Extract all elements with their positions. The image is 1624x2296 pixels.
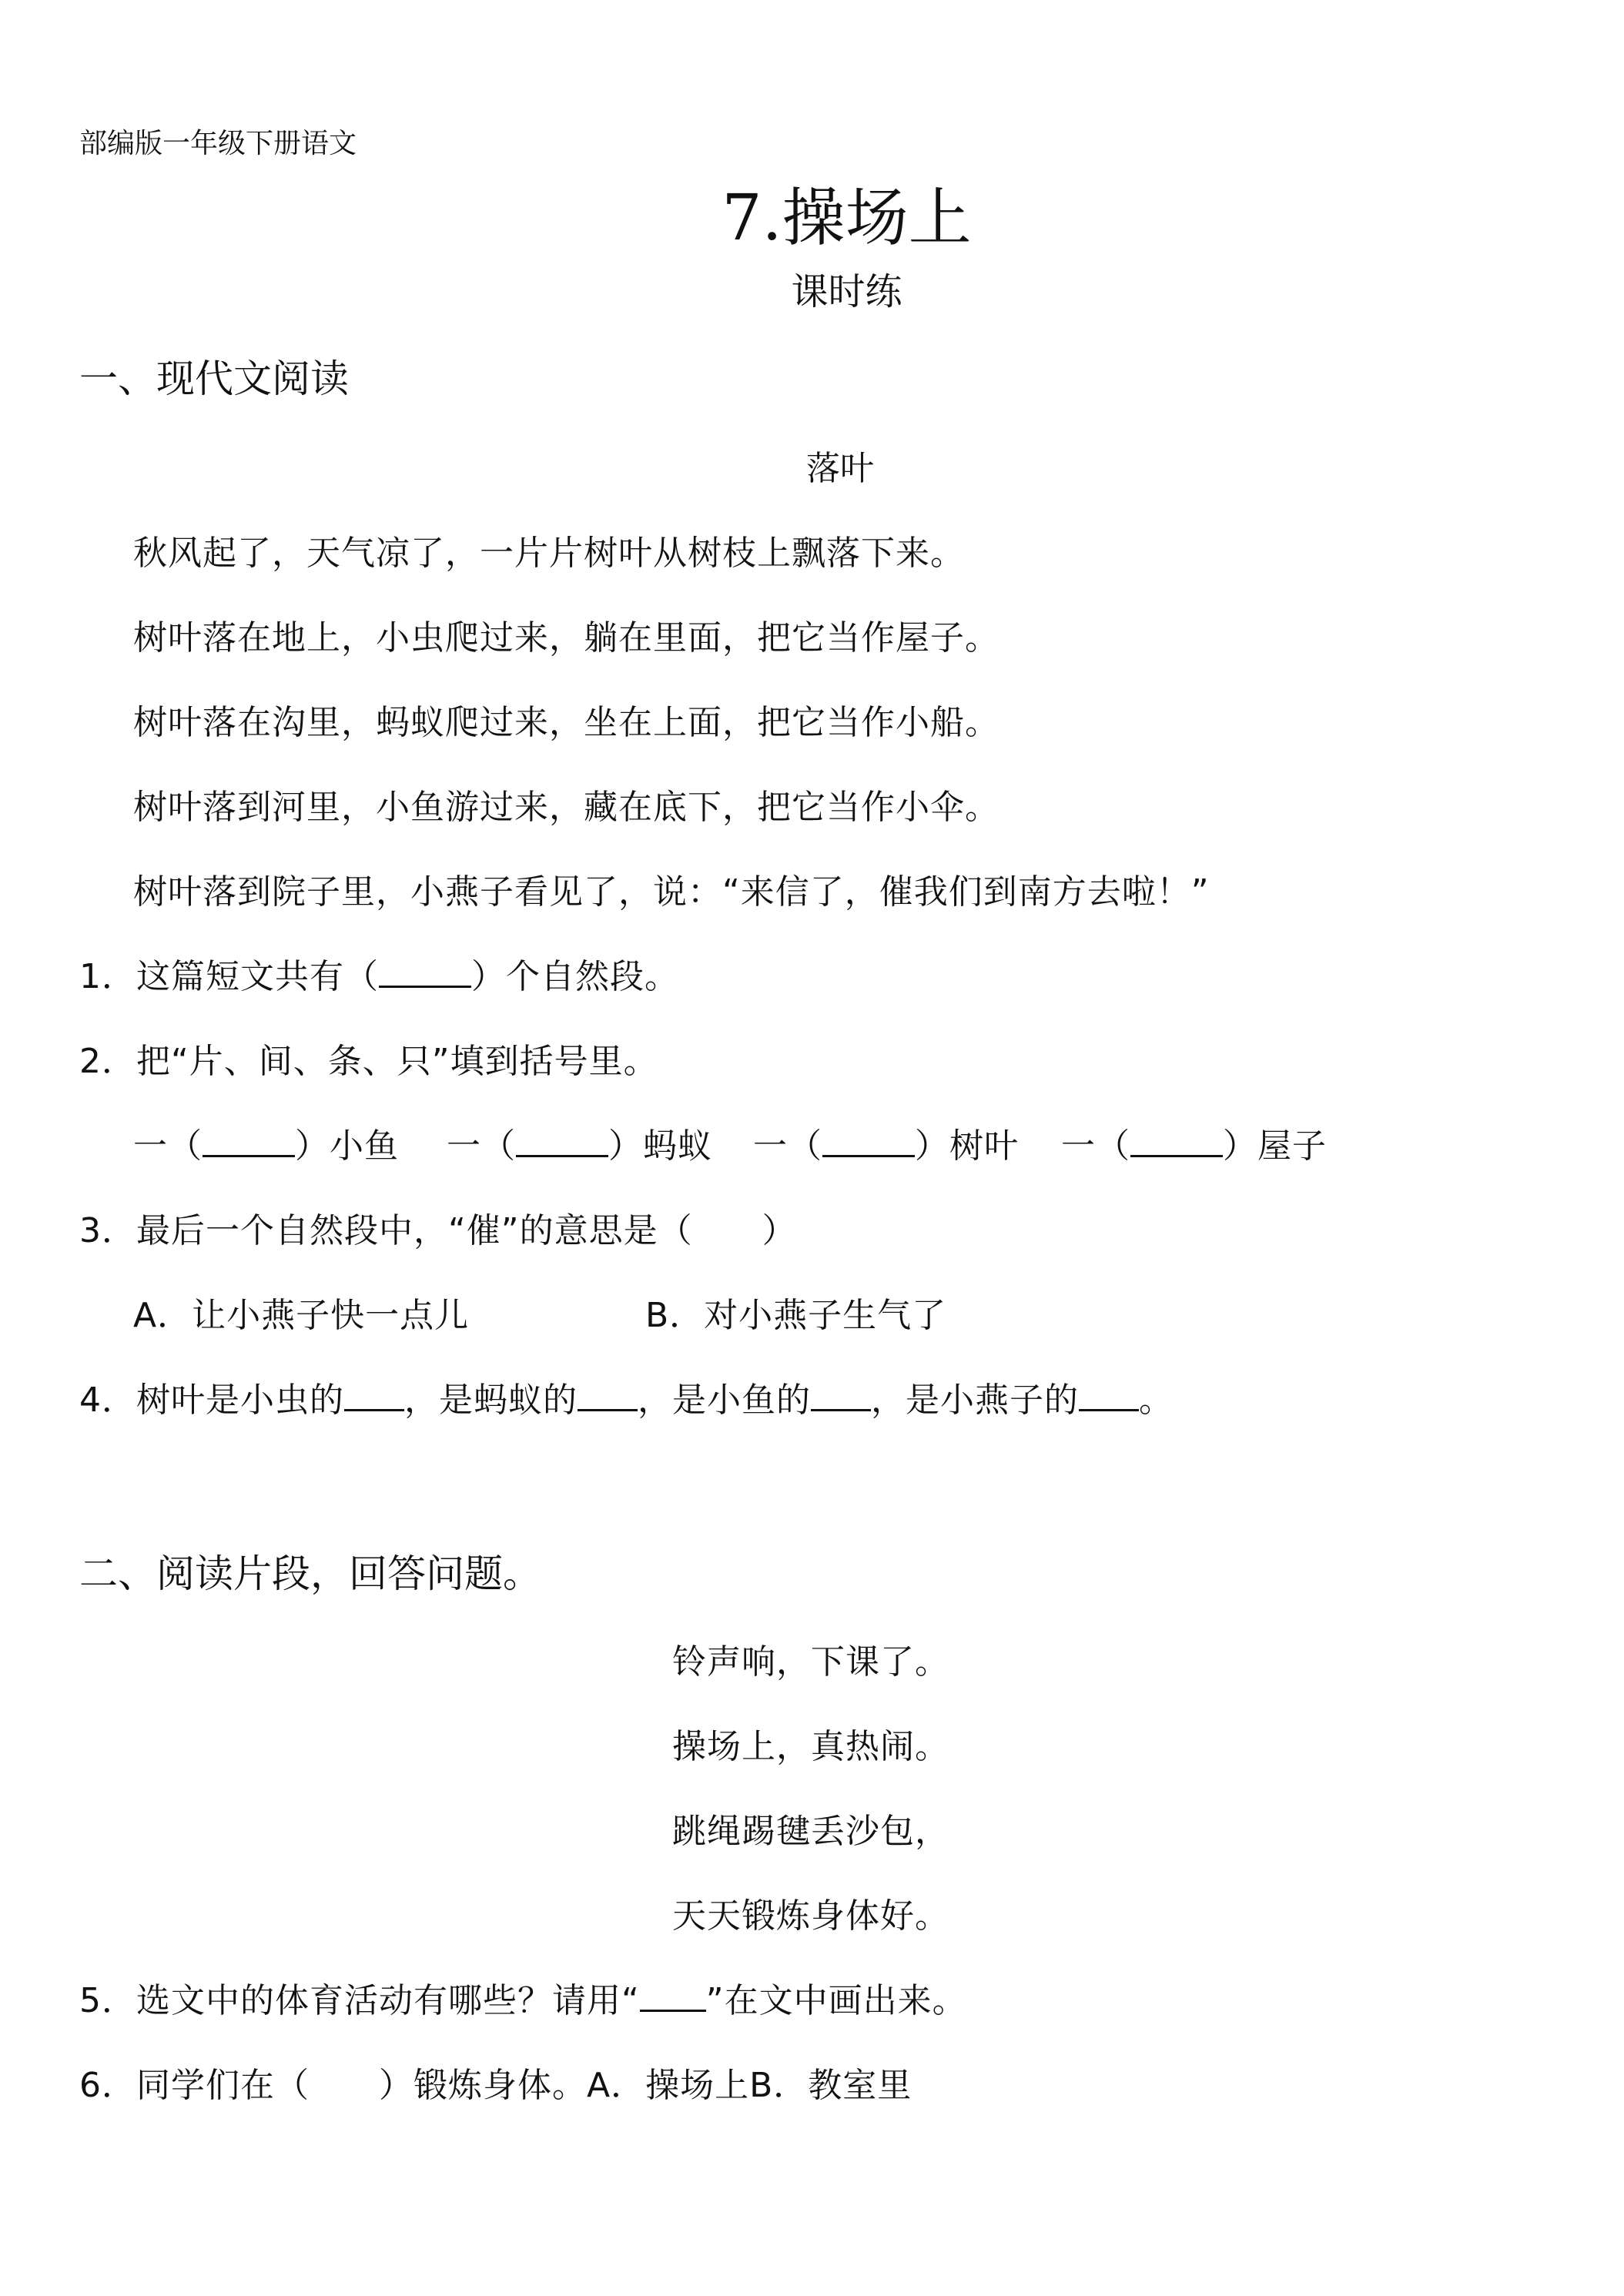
answer-blank[interactable] <box>516 1155 608 1157</box>
section-heading-2: 二、阅读片段，回答问题。 <box>79 1551 541 1596</box>
answer-blank[interactable] <box>811 1409 871 1411</box>
poem-line: 跳绳踢毽丢沙包， <box>672 1812 949 1851</box>
passage-paragraph: 树叶落在沟里，蚂蚁爬过来，坐在上面，把它当作小船。 <box>133 703 1000 742</box>
question-2 <box>79 1033 658 1083</box>
passage-paragraph: 树叶落到河里，小鱼游过来，藏在底下，把它当作小伞。 <box>133 788 1000 827</box>
question-text: 把“片、间、条、只”填到括号里。 <box>136 1042 658 1081</box>
passage-paragraph: 树叶落到院子里，小燕子看见了，说：“来信了，催我们到南方去啦！” <box>133 872 1210 912</box>
lesson-subtitle: 课时练 <box>791 270 902 313</box>
measure-word-item-3: 一（ ）树叶 <box>753 1126 1019 1166</box>
question-3 <box>79 1203 797 1252</box>
question-text: ）个自然段。 <box>471 957 679 996</box>
answer-blank[interactable] <box>822 1155 915 1157</box>
poem-line: 天天锻炼身体好。 <box>672 1896 949 1936</box>
answer-blank[interactable] <box>1079 1409 1139 1411</box>
question-number: 5． <box>79 1981 136 2020</box>
poem-line: 操场上，真热闹。 <box>672 1727 949 1766</box>
question-text: 这篇短文共有（ <box>136 957 379 996</box>
answer-blank[interactable] <box>1130 1155 1223 1157</box>
measure-word-item-1: 一（ ）小鱼 <box>133 1126 399 1166</box>
question-number: 6． <box>79 2066 136 2105</box>
poem-line: 铃声响，下课了。 <box>672 1642 949 1682</box>
question-number: 1． <box>79 957 136 996</box>
question-1 <box>79 949 679 998</box>
question-text: 同学们在（ ）锻炼身体。A．操场上B．教室里 <box>136 2066 912 2105</box>
passage-title: 落叶 <box>806 449 874 488</box>
answer-blank[interactable] <box>578 1409 638 1411</box>
question-5: 5．选文中的体育活动有哪些？请用“ ”在文中画出来。 <box>79 1981 967 2020</box>
answer-blank[interactable] <box>379 986 471 988</box>
option-b[interactable]: B．对小燕子生气了 <box>645 1296 947 1335</box>
document-header-label: 部编版一年级下册语文 <box>79 128 357 159</box>
question-number: 2． <box>79 1042 136 1081</box>
passage-paragraph: 秋风起了，天气凉了，一片片树叶从树枝上飘落下来。 <box>133 534 965 573</box>
passage-paragraph: 树叶落在地上，小虫爬过来，躺在里面，把它当作屋子。 <box>133 618 1000 658</box>
option-a[interactable]: A．让小燕子快一点儿 <box>133 1296 470 1335</box>
question-text: 最后一个自然段中，“催”的意思是（ ） <box>136 1211 797 1250</box>
measure-word-item-2: 一（ ）蚂蚁 <box>447 1126 712 1166</box>
section-heading-1: 一、现代文阅读 <box>79 356 349 401</box>
lesson-title: 7.操场上 <box>722 182 972 255</box>
underline-marker <box>640 2010 706 2012</box>
answer-blank[interactable] <box>203 1155 295 1157</box>
question-number: 3． <box>79 1211 136 1250</box>
question-number: 4． <box>79 1381 136 1420</box>
question-4: 4．树叶是小虫的 ，是蚂蚁的 ，是小鱼的 ，是小燕子的 。 <box>79 1381 1174 1420</box>
question-6 <box>79 2057 912 2107</box>
measure-word-item-4: 一（ ）屋子 <box>1061 1126 1327 1166</box>
answer-blank[interactable] <box>344 1409 404 1411</box>
